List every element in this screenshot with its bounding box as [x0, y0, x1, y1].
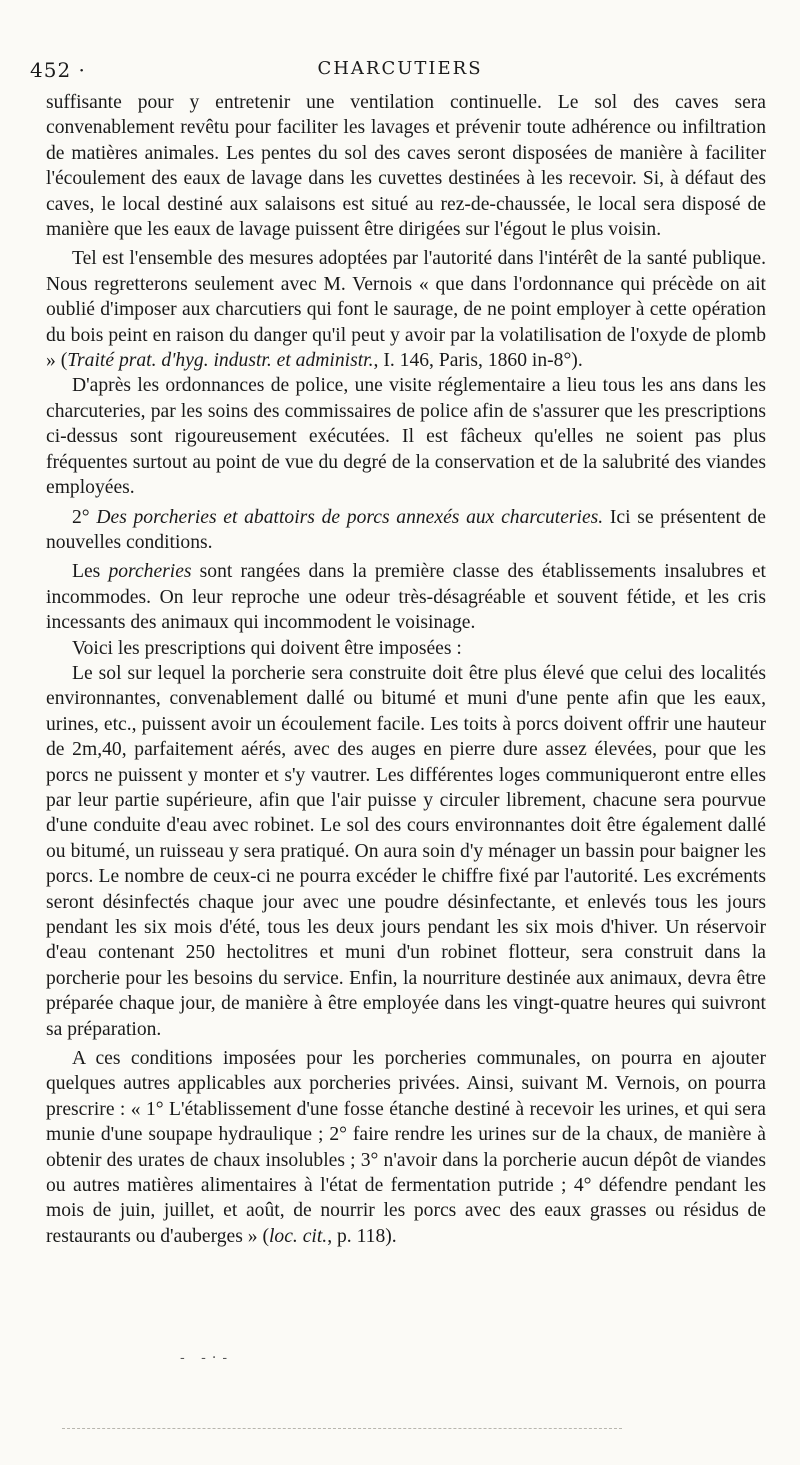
page-header: [30, 58, 770, 86]
running-title: CHARCUTIERS: [317, 58, 483, 79]
section-number: 2°: [72, 506, 90, 528]
page-number: 452 ·: [30, 58, 86, 82]
citation-title: Traité prat. d'hyg. industr. et administr.: [67, 350, 374, 372]
text-run: sont rangées dans la première classe des établissements insalubres et incommodes. On leur reproche une odeur très-désagréable et souvent fétide, et les cris incessants des animaux qui incommodent le voisinage.: [46, 561, 766, 634]
paragraph-ventilation: suffisante pour y entretenir une ventilation continuelle. Le sol des caves sera convenablement revêtu pour faciliter les lavages et prévenir toute adhérence ou infiltration de matières animales. Les pentes du sol des caves seront disposées de manière à faciliter l'écoulement des eaux de lavage dans les cuvettes destinées à les recevoir. Si, à défaut des caves, le local destiné aux salaisons est situé au rez-de-chaussée, le local sera disposé de manière que les eaux de lavage puissent être dirigées sur l'égout le plus voisin.: [46, 92, 766, 241]
paragraph-vernois-quote: [46, 246, 766, 373]
citation-loc-cit: loc. cit.: [268, 1225, 328, 1247]
body-text: [46, 90, 766, 1249]
text-run: , I. 146, Paris, 1860 in-8°).: [373, 350, 583, 372]
text-run: A ces conditions imposées pour les porcheries communales, on pourra en ajouter quelques autres applicables aux porcheries privées. Ainsi, suivant M. Vernois, on pourra prescrire : « 1° L'établissement d'une fosse étanche destiné à recevoir les urines, et qui sera munie d'une soupape hydraulique ; 2° faire rendre les urines sur de la chaux, de manière à obtenir des urates de chaux insolubles ; 3° n'avoir dans la porcherie aucun dépôt de viandes ou autres matières alimentaires à l'état de fermentation putride ; 4° défendre pendant les mois de juin, juillet, et août, de nourrir les porcs avec des eaux grasses ou résidus de restaurants ou d'auberges » (: [46, 1048, 766, 1247]
text-run: , p. 118).: [327, 1225, 397, 1247]
footer-mark: - -·-: [180, 1350, 234, 1366]
paragraph-police-visits: D'après les ordonnances de police, une visite réglementaire a lieu tous les ans dans les charcuteries, par les soins des commissaires de police afin de s'assurer que les prescriptions ci-dessus sont rigoureusement exécutées. Il est fâcheux qu'elles ne soient pas plus fréquentes surtout au point de vue du degré de la conservation et de la salubrité des viandes employées.: [46, 375, 766, 499]
text-run: Tel est l'ensemble des mesures adoptées par l'autorité dans l'intérêt de la santé publique. Nous regretterons seulement avec M. Vernois « que dans l'ordonnance qui précède on ait oublié d'imposer aux charcutiers qui font le saurage, de ne point employer à cette opération du bois peint en raison du danger qu'il peut y avoir par la volatilisation de l'oxyde de plomb » (: [46, 248, 766, 372]
text-run: Les: [72, 561, 109, 583]
paragraph-private-porcheries: [46, 1046, 766, 1249]
term-porcheries: porcheries: [108, 561, 192, 583]
paragraph-porcheries: [46, 559, 766, 635]
paragraph-prescriptions: Le sol sur lequel la porcherie sera construite doit être plus élevé que celui des localités environnantes, convenablement dallé ou bitumé et muni d'une pente afin que les eaux, urines, etc., puissent avoir un écoulement facile. Les toits à porcs doivent offrir une hauteur de 2m,40, parfaitement aérés, avec des auges en pierre dure assez élevées, pour que les porcs ne puissent y monter et s'y vautrer. Les différentes loges communiqueront entre elles par leur partie supérieure, afin que l'air puisse y circuler librement, chacune sera pourvue d'une conduite d'eau avec robinet. Le sol des cours environnantes doit être également dallé ou bitumé, un ruisseau y sera pratiqué. On aura soin d'y ménager un bassin pour baigner les porcs. Le nombre de ceux-ci ne pourra excéder le chiffre fixé par l'autorité. Les excréments seront désinfectés chaque jour avec une poudre désinfectante, et enlevés tous les jours pendant les six mois d'été, tous les deux jours pendant les six mois d'hiver. Un réservoir d'eau contenant 250 hectolitres et muni d'un robinet flotteur, sera construit dans la porcherie pour les besoins du service. Enfin, la nourriture destinée aux animaux, devra être préparée chaque jour, de manière à être employée dans les vingt-quatre heures qui suivront sa préparation.: [46, 662, 766, 1040]
paragraph-prescriptions-intro: Voici les prescriptions qui doivent être imposées :: [72, 637, 462, 659]
paragraph-section-2: [46, 505, 766, 556]
bottom-rule: [62, 1428, 622, 1429]
section-title: Des porcheries et abattoirs de porcs annexés aux charcuteries.: [96, 506, 604, 528]
text-run: Ici se présentent de nouvelles conditions.: [46, 506, 766, 553]
